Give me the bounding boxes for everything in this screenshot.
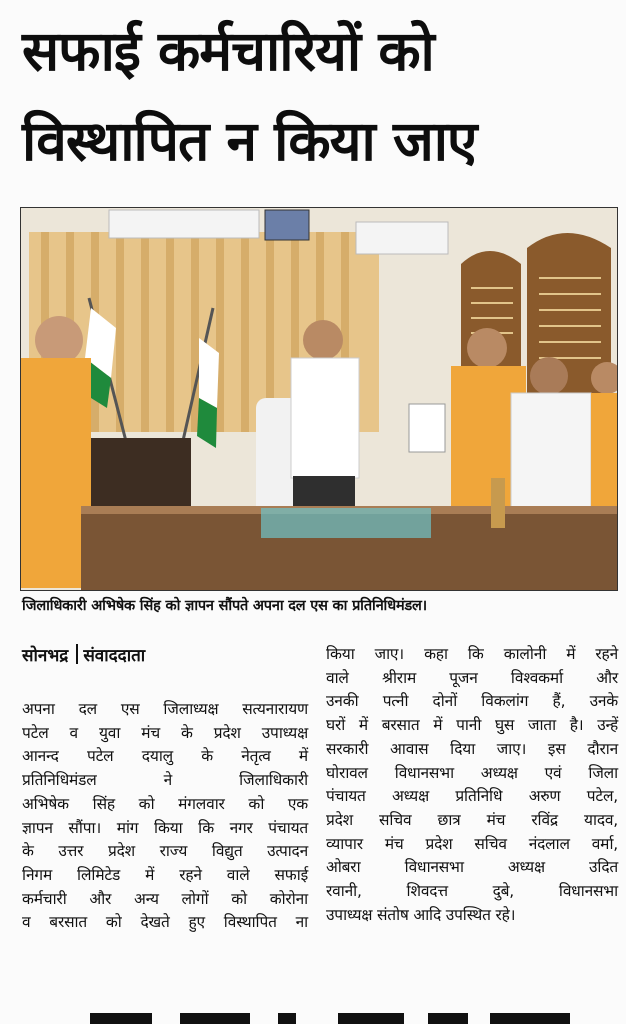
article-line: के उत्तर प्रदेश राज्य विद्युत उत्पादन	[22, 842, 308, 861]
article-line: उनकी पत्नी दोनों विकलांग हैं, उनके	[326, 692, 618, 711]
article-line: कर्मचारी और अन्य लोगों को कोरोना	[22, 889, 308, 908]
next-article-fragment	[20, 1005, 616, 1024]
article-line: व्यापार मंच प्रदेश सचिव नंदलाल वर्मा,	[326, 834, 618, 853]
article-column-right	[326, 643, 618, 927]
byline-location: सोनभद्र	[22, 646, 69, 666]
news-photo	[20, 207, 618, 591]
byline	[22, 643, 145, 666]
article-line: सरकारी आवास दिया जाए। इस दौरान	[326, 739, 618, 758]
article-line: निगम लिमिटेड में रहने वाले सफाई	[22, 865, 308, 884]
article-line: ओबरा विधानसभा अध्यक्ष उदित	[326, 858, 618, 877]
article-line: प्रदेश सचिव छात्र मंच रविंद्र यादव,	[326, 810, 618, 829]
article-line: रवानी, शिवदत्त दुबे, विधानसभा	[326, 882, 618, 901]
byline-reporter: संवाददाता	[83, 646, 146, 666]
photo-caption: जिलाधिकारी अभिषेक सिंह को ज्ञापन सौंपते अपना दल एस का प्रतिनिधिमंडल।	[22, 598, 427, 614]
headline-line-1: सफाई कर्मचारियों को	[22, 19, 434, 83]
article-line: वाले श्रीराम पूजन विश्वकर्मा और	[326, 668, 618, 687]
article-line: किया जाए। कहा कि कालोनी में रहने	[326, 645, 618, 663]
article-line: घरों में बरसात में पानी घुस जाता है। उन्हें	[326, 716, 618, 735]
article-line: आनन्द पटेल दयालु के नेतृत्व में	[22, 747, 308, 766]
article-line: पंचायत अध्यक्ष प्रतिनिधि अरुण पटेल,	[326, 787, 618, 806]
article-line: घोरावल विधानसभा अध्यक्ष एवं जिला	[326, 763, 618, 782]
headline	[22, 6, 612, 186]
article-line: उपाध्यक्ष संतोष आदि उपस्थित रहे।	[326, 905, 516, 924]
article-line: प्रतिनिधिमंडल ने जिलाधिकारी	[22, 771, 308, 790]
headline-line-2: विस्थापित न किया जाए	[22, 109, 477, 173]
article-line: अपना दल एस जिलाध्यक्ष सत्यनारायण	[22, 700, 308, 718]
article-line: ज्ञापन सौंपा। मांग किया कि नगर पंचायत	[22, 818, 308, 837]
byline-separator	[76, 644, 78, 664]
article-line: व बरसात को देखते हुए विस्थापित ना	[22, 913, 308, 932]
photo-illustration	[21, 208, 617, 590]
article-line: पटेल व युवा मंच के प्रदेश उपाध्यक्ष	[22, 723, 308, 742]
article-column-left	[22, 698, 308, 935]
article-line: अभिषेक सिंह को मंगलवार को एक	[22, 794, 308, 813]
